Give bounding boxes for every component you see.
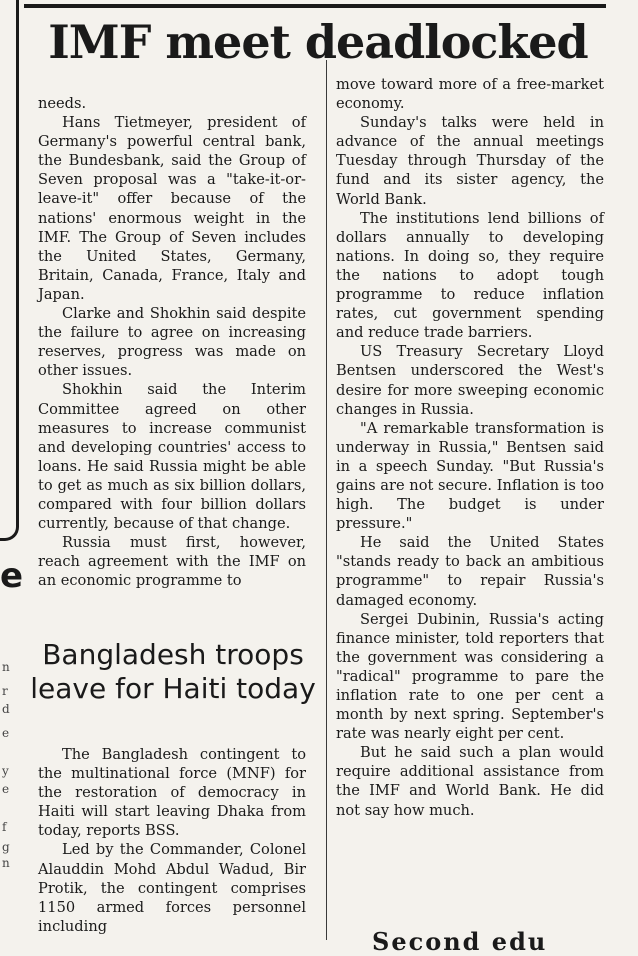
paragraph: The institutions lend billions of dollars annually to developing nations. In doing so, they require the nations to adopt tough programme to reduce inflation rates, cut government spending and reduce trade barriers. <box>336 209 604 342</box>
adjacent-story-fragment: e <box>2 726 10 740</box>
next-story-headline-fragment: Second edu <box>372 927 548 956</box>
headline: IMF meet deadlocked <box>48 15 588 69</box>
adjacent-story-fragment: n <box>2 660 10 674</box>
paragraph: Clarke and Shokhin said despite the failure to agree on increasing reserves, progress was made on other issues. <box>38 305 306 380</box>
adjacent-story-fragment: f <box>2 820 7 834</box>
adjacent-story-fragment: y <box>2 764 9 778</box>
second-story-headline: Bangladesh troops leave for Haiti today <box>30 638 316 705</box>
right-column <box>336 75 604 820</box>
paragraph: Sunday's talks were held in advance of the annual meetings Tuesday through Thursday of the fund and its sister agency, the World Bank. <box>336 114 604 208</box>
paragraph: Led by the Commander, Colonel Alauddin Mohd Abdul Wadud, Bir Protik, the contingent comprises 1150 armed forces personnel including <box>38 841 306 935</box>
paragraph: Shokhin said the Interim Committee agreed on other measures to increase communist and developing countries' access to loans. He said Russia might be able to get as much as six billion dollars, compared with four billion dollars currently, because of that change. <box>38 381 306 533</box>
adjacent-story-letter: e <box>0 556 24 596</box>
adjacent-story-fragment: n <box>2 856 10 870</box>
paragraph: move toward more of a free-market economy. <box>336 76 604 113</box>
paragraph: But he said such a plan would require additional assistance from the IMF and World Bank. He did not say how much. <box>336 744 604 819</box>
paragraph: US Treasury Secretary Lloyd Bentsen underscored the West's desire for more sweeping economic changes in Russia. <box>336 343 604 418</box>
adjacent-story-fragment: r <box>2 684 8 698</box>
top-rule <box>24 4 606 8</box>
left-column <box>38 94 306 590</box>
adjacent-story-fragment: e <box>2 782 10 796</box>
paragraph: He said the United States "stands ready to back an ambitious programme" to repair Russia's damaged economy. <box>336 534 604 609</box>
adjacent-box-border <box>0 0 19 541</box>
paragraph: The Bangladesh contingent to the multinational force (MNF) for the restoration of democracy in Haiti will start leaving Dhaka from today, reports BSS. <box>38 746 306 840</box>
paragraph: Hans Tietmeyer, president of Germany's powerful central bank, the Bundesbank, said the Group of Seven proposal was a "take-it-or-leave-it" offer because of the nations' enormous weight in the IMF. The Group of Seven includes the United States, Germany, Britain, Canada, France, Italy and Japan. <box>38 114 306 303</box>
paragraph: "A remarkable transformation is underway in Russia," Bentsen said in a speech Sunday. "But Russia's gains are not secure. Inflation is too high. The budget is under pressure." <box>336 419 604 533</box>
adjacent-story-fragment: g <box>2 840 10 854</box>
paragraph: needs. <box>38 95 87 112</box>
paragraph: Russia must first, however, reach agreement with the IMF on an economic programme to <box>38 534 306 590</box>
paragraph: Sergei Dubinin, Russia's acting finance minister, told reporters that the government was considering a "radical" programme to pare the inflation rate to one per cent a month by next spring. September's rate was nearly eight per cent. <box>336 610 604 743</box>
second-story-body <box>38 745 306 936</box>
adjacent-story-fragment: d <box>2 702 10 716</box>
column-separator <box>326 60 327 940</box>
